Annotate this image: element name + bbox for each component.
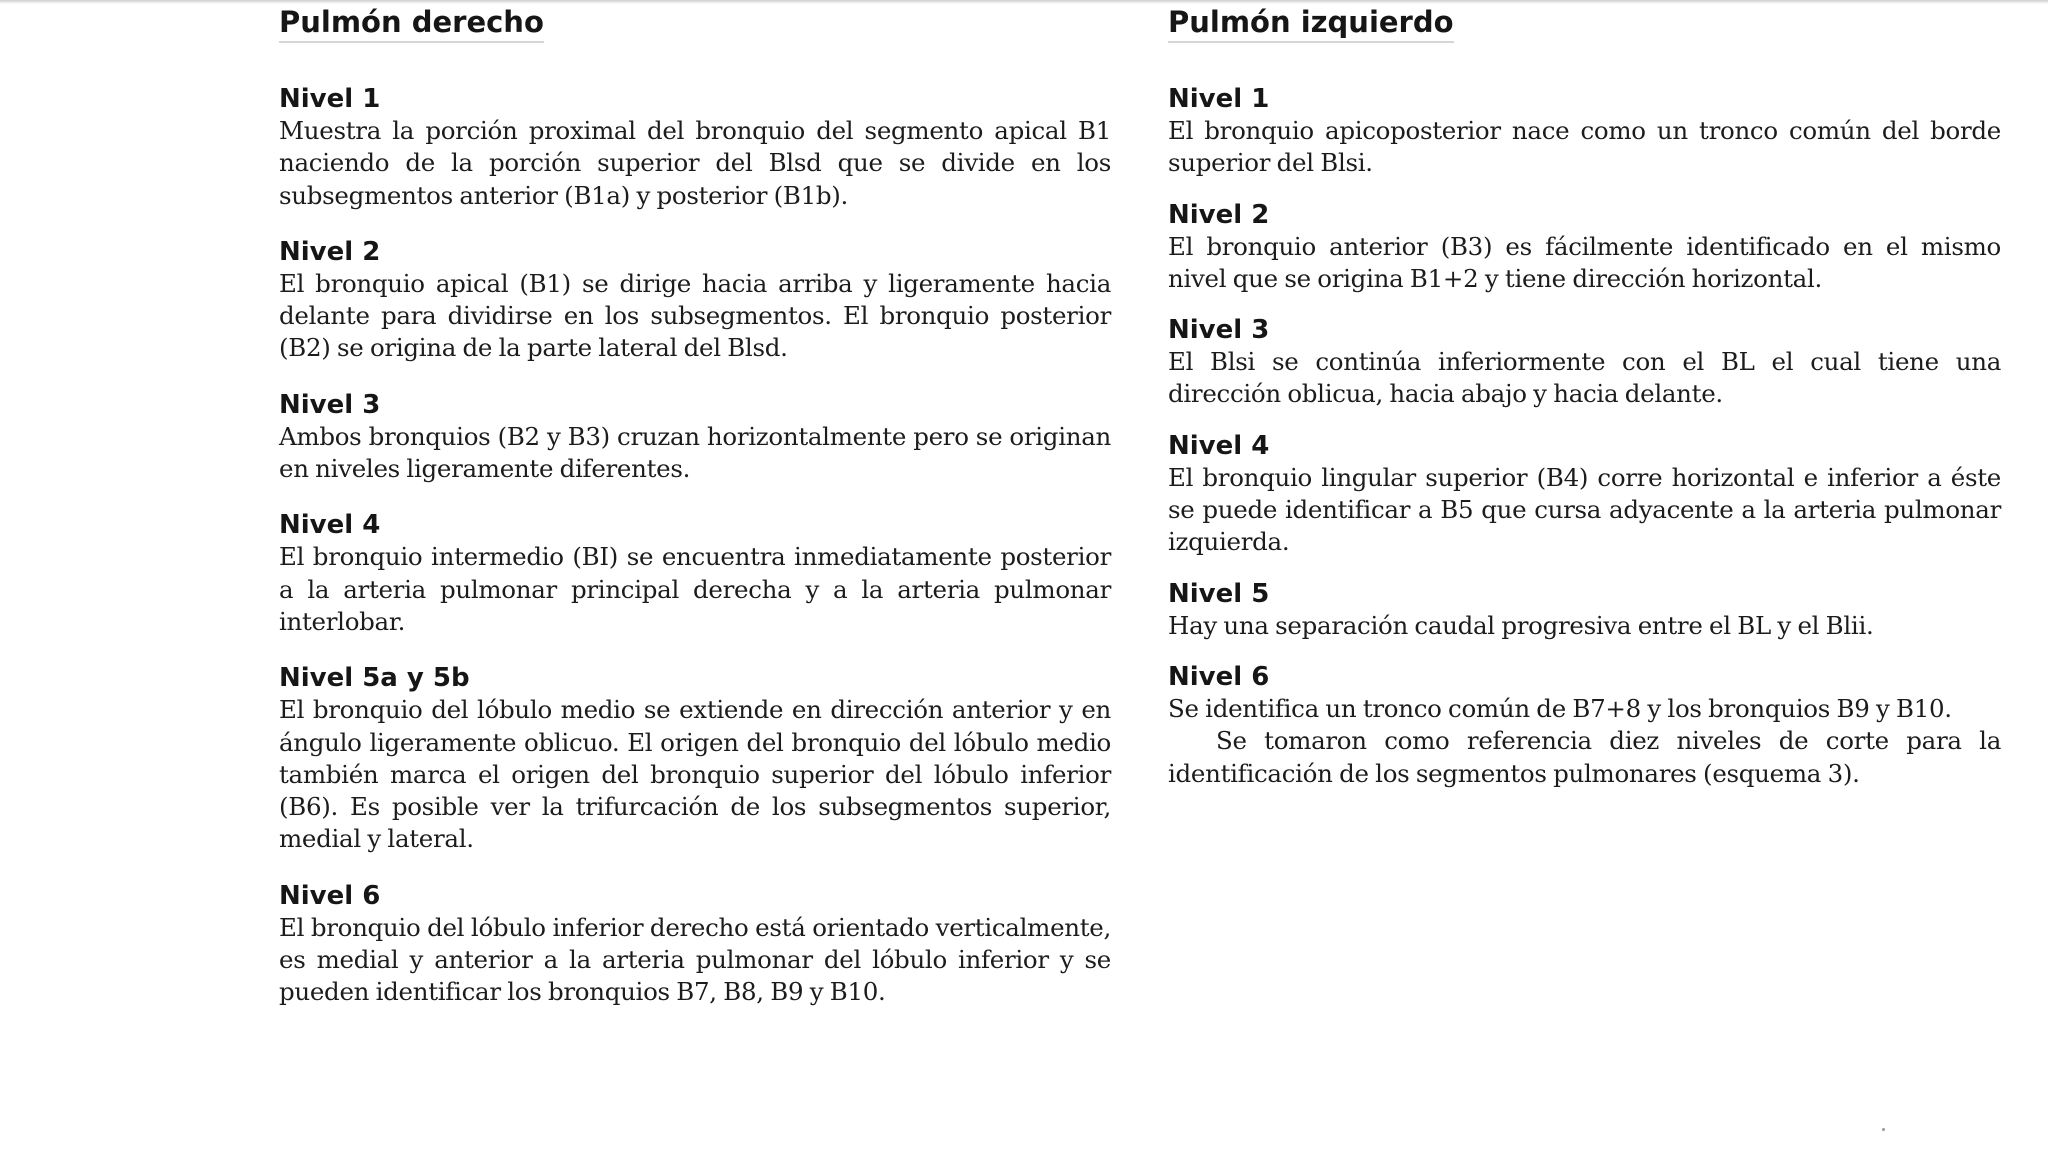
right-level-6 (279, 880, 1111, 1009)
right-level-3-text: Ambos bronquios (B2 y B3) cruzan horizontalmente pero se originan en niveles ligeramente diferentes. (279, 421, 1111, 484)
left-level-4 (1168, 430, 2001, 559)
left-level-6 (1168, 661, 2001, 790)
left-lung-column (1168, 4, 2001, 809)
left-level-4-text: El bronquio lingular superior (B4) corre horizontal e inferior a éste se puede identificar a B5 que cursa adyacente a la arteria pulmonar izquierda. (1168, 462, 2001, 557)
right-level-6-text: El bronquio del lóbulo inferior derecho está orientado verticalmente, es medial y anterior a la arteria pulmonar del lóbulo inferior y se pueden identificar los bronquios B7, B8, B9 y B10. (279, 912, 1111, 1007)
left-level-5-text: Hay una separación caudal progresiva entre el BL y el Blii. (1168, 610, 1874, 640)
right-level-2-heading: Nivel 2 (279, 236, 381, 267)
right-level-1 (279, 83, 1111, 212)
closing-paragraph: Se tomaron como referencia diez niveles de corte para la identificación de los segmentos pulmonares (esquema 3). (1168, 726, 2001, 788)
left-level-6-text: Se identifica un tronco común de B7+8 y los bronquios B9 y B10. (1168, 693, 1952, 723)
right-lung-column (279, 4, 1111, 1033)
left-level-1-heading: Nivel 1 (1168, 84, 1270, 114)
right-level-1-heading: Nivel 1 (279, 84, 381, 114)
left-level-3-heading: Nivel 3 (1168, 315, 1270, 346)
left-level-5 (1168, 578, 2001, 642)
right-level-2 (279, 236, 1111, 365)
scan-speck (1882, 1128, 1885, 1131)
left-level-6-heading: Nivel 6 (1168, 661, 1270, 692)
left-level-3-text: El Blsi se continúa inferiormente con el BL el cual tiene una dirección oblicua, hacia abajo y hacia delante. (1168, 347, 2001, 409)
left-lung-title: Pulmón izquierdo (1168, 4, 1454, 43)
right-level-5-heading: Nivel 5a y 5b (279, 663, 470, 694)
right-level-2-text: El bronquio apical (B1) se dirige hacia arriba y ligeramente hacia delante para dividirse en los subsegmentos. El bronquio posterior (B2) se origina de la parte lateral del Blsd. (279, 268, 1111, 363)
right-level-4-heading: Nivel 4 (279, 510, 381, 541)
right-level-1-text: Muestra la porción proximal del bronquio del segmento apical B1 naciendo de la porción superior del Blsd que se divide en los subsegmentos anterior (B1a) y posterior (B1b). (279, 116, 1111, 210)
left-level-2 (1168, 199, 2001, 296)
left-level-2-text: El bronquio anterior (B3) es fácilmente identificado en el mismo nivel que se origina B1+2 y tiene dirección horizontal. (1168, 231, 2001, 293)
left-level-4-heading: Nivel 4 (1168, 430, 1270, 461)
left-level-5-heading: Nivel 5 (1168, 578, 1270, 609)
right-level-3 (279, 389, 1111, 486)
left-level-2-heading: Nivel 2 (1168, 199, 1270, 230)
right-level-5 (279, 662, 1111, 855)
left-level-3 (1168, 314, 2001, 411)
right-level-6-heading: Nivel 6 (279, 880, 381, 911)
right-level-4-text: El bronquio intermedio (BI) se encuentra inmediatamente posterior a la arteria pulmonar principal derecha y a la arteria pulmonar interlobar. (279, 542, 1111, 636)
right-level-4 (279, 509, 1111, 638)
right-level-3-heading: Nivel 3 (279, 389, 381, 420)
right-lung-title: Pulmón derecho (279, 4, 544, 43)
left-level-1-text: El bronquio apicoposterior nace como un tronco común del borde superior del Blsi. (1168, 116, 2001, 178)
right-level-5-text: El bronquio del lóbulo medio se extiende en dirección anterior y en ángulo ligeramente oblicuo. El origen del bronquio del lóbulo medio también marca el origen del bronquio superior del lóbulo inferior (B6). Es posible ver la trifurcación de los subsegmentos superior, medial y lateral. (279, 695, 1111, 854)
left-level-1 (1168, 83, 2001, 180)
